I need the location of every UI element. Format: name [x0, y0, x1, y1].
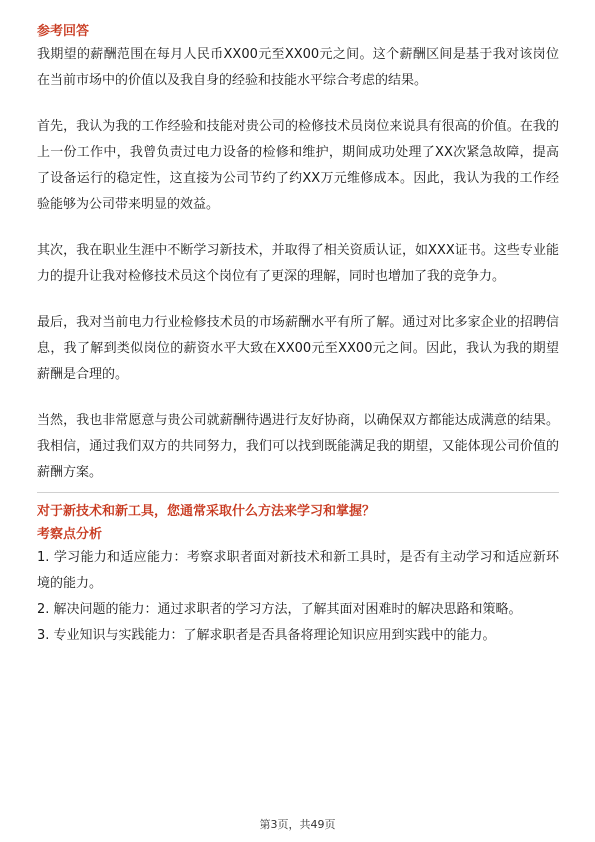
paragraph-3: 其次，我在职业生涯中不断学习新技术，并取得了相关资质认证，如XXX证书。这些专业能力的提升让我对检修技术员这个岗位有了更深的理解，同时也增加了我的竞争力。: [37, 243, 559, 284]
analysis-item-2: 2. 解决问题的能力：通过求职者的学习方法，了解其面对困难时的解决思路和策略。: [37, 602, 522, 617]
paragraph-4: 最后，我对当前电力行业检修技术员的市场薪酬水平有所了解。通过对比多家企业的招聘信息，我了解到类似岗位的薪资水平大致在XX00元至XX00元之间。因此，我认为我的期望薪酬是合理的。: [37, 315, 559, 382]
section-divider: [37, 492, 559, 493]
analysis-heading: 考察点分析: [37, 527, 103, 542]
answer-heading: 参考回答: [37, 24, 90, 39]
paragraph-1: 我期望的薪酬范围在每月人民币XX00元至XX00元之间。这个薪酬区间是基于我对该岗位在当前市场中的价值以及我自身的经验和技能水平综合考虑的结果。: [37, 47, 559, 88]
analysis-list: [37, 545, 559, 649]
analysis-item-1: 1. 学习能力和适应能力：考察求职者面对新技术和新工具时，是否有主动学习和适应新环境的能力。: [37, 550, 559, 591]
analysis-item-3: 3. 专业知识与实践能力：了解求职者是否具备将理论知识应用到实践中的能力。: [37, 628, 496, 643]
page-footer: 第3页，共49页: [259, 818, 336, 831]
question-heading: 对于新技术和新工具，您通常采取什么方法来学习和掌握？: [37, 504, 376, 519]
document-body: [37, 22, 559, 649]
paragraph-2: 首先，我认为我的工作经验和技能对贵公司的检修技术员岗位来说具有很高的价值。在我的上一份工作中，我曾负责过电力设备的检修和维护，期间成功处理了XX次紧急故障，提高了设备运行的稳定性，这直接为公司节约了约XX万元维修成本。因此，我认为我的工作经验能够为公司带来明显的效益。: [37, 119, 559, 212]
paragraph-5: 当然，我也非常愿意与贵公司就薪酬待遇进行友好协商，以确保双方都能达成满意的结果。我相信，通过我们双方的共同努力，我们可以找到既能满足我的期望，又能体现公司价值的薪酬方案。: [37, 413, 559, 480]
